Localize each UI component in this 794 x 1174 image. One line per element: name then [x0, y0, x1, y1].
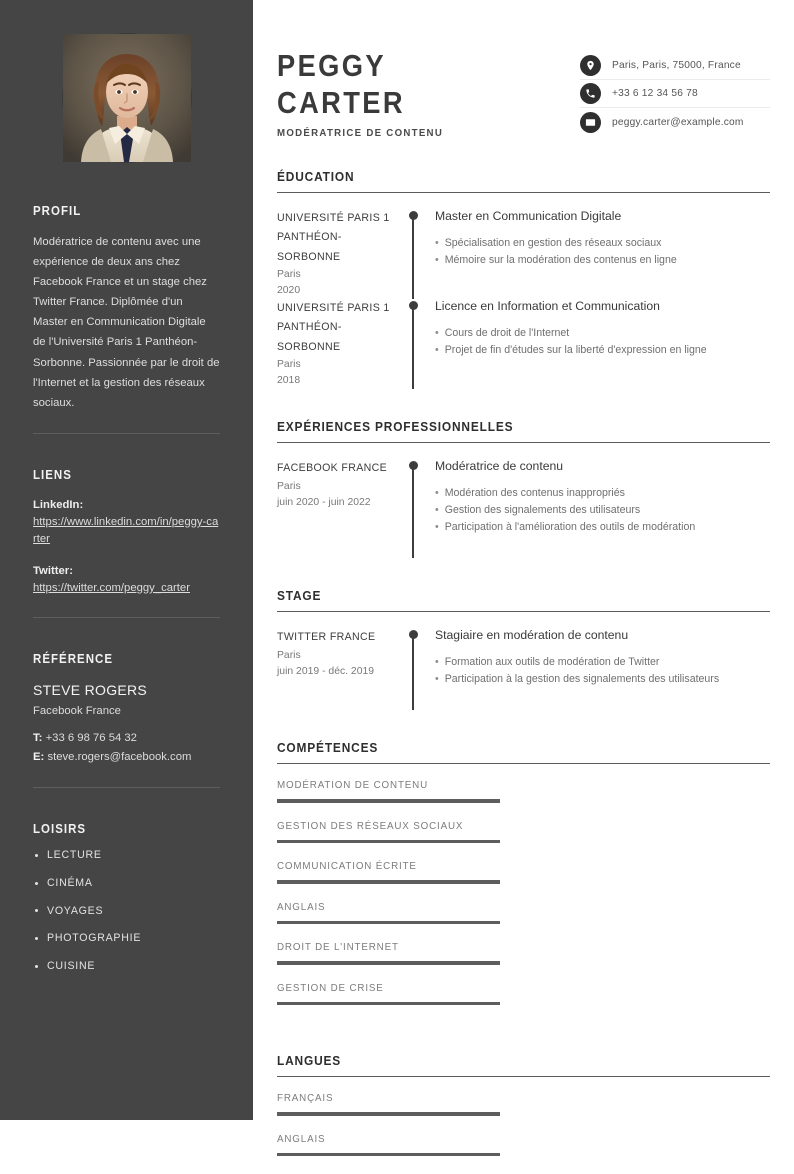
list-item	[33, 933, 220, 944]
skill-item	[277, 902, 500, 925]
contact-block	[562, 48, 770, 136]
bullet-dot-icon	[35, 854, 38, 857]
skill-fill	[277, 961, 500, 965]
sidebar-heading-liens: LIENS	[33, 467, 72, 482]
language-fill	[277, 1112, 500, 1116]
entry-bullet	[435, 485, 770, 502]
internship-entry	[277, 628, 770, 710]
link-url-twitter[interactable]: https://twitter.com/peggy_carter	[33, 581, 190, 594]
job-title: MODÉRATRICE DE CONTENU	[277, 127, 444, 140]
divider	[33, 617, 220, 618]
language-label: ANGLAIS	[277, 1133, 326, 1145]
entry-detail	[421, 209, 770, 299]
entry-dates: 2018	[277, 375, 301, 387]
link-label-linkedin: LinkedIn:	[33, 498, 84, 511]
experience-entry	[277, 459, 770, 558]
section-title: STAGE	[277, 588, 322, 604]
entry-bullet	[435, 235, 770, 252]
section-title: LANGUES	[277, 1053, 342, 1069]
list-item	[33, 850, 220, 861]
sidebar	[0, 0, 253, 1120]
entry-detail	[421, 299, 770, 389]
entry-dates: juin 2020 - juin 2022	[277, 496, 371, 508]
first-name: PEGGY	[277, 48, 386, 83]
section-rule	[277, 763, 770, 764]
entry-bullet	[435, 654, 770, 671]
skill-fill	[277, 1002, 500, 1006]
contact-row-location	[580, 52, 770, 80]
timeline-dot-icon	[409, 630, 418, 639]
entry-bullet	[435, 519, 770, 536]
section-rule	[277, 192, 770, 193]
last-name: CARTER	[277, 84, 405, 120]
entry-org: UNIVERSITÉ PARIS 1 PANTHÉON-SORBONNE	[277, 302, 390, 353]
bullet-dot-icon: •	[435, 326, 439, 339]
bullet-dot-icon: •	[435, 504, 439, 517]
hobby-label: VOYAGES	[47, 904, 104, 917]
skill-item	[277, 780, 500, 803]
bullet-dot-icon	[35, 937, 38, 940]
language-track	[277, 1112, 500, 1116]
entry-org: FACEBOOK FRANCE	[277, 462, 388, 475]
language-item	[277, 1134, 500, 1157]
link-item-linkedin[interactable]	[33, 496, 220, 549]
reference-email-label: E:	[33, 750, 45, 763]
bullet-text: Gestion des signalements des utilisateurs	[444, 504, 641, 517]
reference-email-row	[33, 748, 220, 767]
timeline-line	[412, 634, 413, 710]
resume-header	[277, 0, 770, 139]
language-label: FRANÇAIS	[277, 1093, 334, 1105]
entry-location: Paris	[277, 649, 301, 661]
timeline-line	[412, 305, 413, 389]
section-experience	[277, 419, 770, 558]
skill-item	[277, 983, 500, 1006]
skill-fill	[277, 799, 500, 803]
link-item-twitter[interactable]	[33, 562, 220, 598]
section-internship	[277, 588, 770, 710]
reference-phone-value: +33 6 98 76 54 32	[45, 731, 137, 744]
entry-bullet	[435, 342, 770, 359]
skill-fill	[277, 921, 500, 925]
section-rule	[277, 442, 770, 443]
skill-label: ANGLAIS	[277, 901, 326, 913]
bullet-text: Participation à l'amélioration des outils de modération	[444, 521, 696, 534]
languages-grid	[277, 1093, 770, 1174]
link-label-twitter: Twitter:	[33, 564, 73, 577]
entry-bullet	[435, 252, 770, 269]
entry-meta	[277, 628, 405, 710]
skill-fill	[277, 840, 500, 844]
entry-meta	[277, 459, 405, 558]
entry-role: Master en Communication Digitale	[435, 209, 622, 224]
bullet-dot-icon: •	[435, 486, 439, 499]
hobby-label: CINÉMA	[47, 876, 93, 889]
skill-label: GESTION DES RÉSEAUX SOCIAUX	[277, 820, 464, 832]
divider	[33, 433, 220, 434]
education-entry	[277, 209, 770, 299]
bullet-text: Projet de fin d'études sur la liberté d'expression en ligne	[444, 344, 707, 356]
reference-phone-row	[33, 729, 220, 748]
entry-detail	[421, 628, 770, 710]
entry-role: Modératrice de contenu	[435, 459, 564, 474]
education-entry	[277, 299, 770, 389]
skill-item	[277, 861, 500, 884]
skill-label: MODÉRATION DE CONTENU	[277, 780, 429, 792]
contact-phone-text: +33 6 12 34 56 78	[612, 88, 698, 99]
skill-label: COMMUNICATION ÉCRITE	[277, 861, 417, 873]
section-rule	[277, 611, 770, 612]
skill-track	[277, 840, 500, 844]
timeline	[405, 628, 421, 710]
entry-location: Paris	[277, 268, 301, 280]
bullet-text: Spécialisation en gestion des réseaux sociaux	[444, 236, 662, 249]
sidebar-heading-profil: PROFIL	[33, 204, 82, 218]
bullet-text: Cours de droit de l'Internet	[444, 326, 570, 339]
timeline	[405, 209, 421, 299]
sidebar-heading-loisirs: LOISIRS	[33, 822, 87, 837]
entry-role: Stagiaire en modération de contenu	[435, 628, 629, 643]
name-block	[277, 48, 562, 139]
skill-label: DROIT DE L'INTERNET	[277, 942, 399, 954]
timeline-line	[412, 215, 413, 299]
entry-bullet	[435, 502, 770, 519]
entry-role: Licence en Information et Communication	[435, 299, 660, 314]
entry-org: TWITTER FRANCE	[277, 631, 376, 644]
main-content	[253, 0, 794, 1145]
hobby-label: CUISINE	[47, 959, 96, 972]
bullet-dot-icon: •	[435, 521, 439, 534]
skill-item	[277, 942, 500, 965]
bullet-dot-icon: •	[435, 656, 439, 668]
timeline-dot-icon	[409, 301, 418, 310]
entry-location: Paris	[277, 359, 301, 370]
entry-meta	[277, 209, 405, 299]
language-track	[277, 1153, 500, 1157]
entry-dates: 2020	[277, 285, 301, 297]
hobbies-list	[33, 850, 220, 971]
language-fill	[277, 1153, 500, 1157]
skill-fill	[277, 880, 500, 884]
contact-email-text: peggy.carter@example.com	[612, 116, 744, 128]
link-url-linkedin[interactable]: https://www.linkedin.com/in/peggy-carter	[33, 515, 219, 546]
profile-text: Modératrice de contenu avec une expérience de deux ans chez Facebook France et un stage chez Twitter France. Diplômée d'un Master en Communication Digitale de l'Université Paris 1 Panthéon-Sorbonne. Passionnée par le droit de l'Internet et la gestion des réseaux sociaux.	[33, 236, 220, 409]
bullet-dot-icon: •	[435, 344, 439, 356]
bullet-dot-icon	[35, 882, 38, 885]
timeline	[405, 459, 421, 558]
section-title: COMPÉTENCES	[277, 740, 379, 756]
section-title: EXPÉRIENCES PROFESSIONNELLES	[277, 419, 514, 435]
hobby-label: PHOTOGRAPHIE	[47, 932, 142, 945]
reference-phone-label: T:	[33, 731, 43, 744]
bullet-dot-icon	[35, 909, 38, 912]
skill-label: GESTION DE CRISE	[277, 982, 384, 994]
timeline-dot-icon	[409, 211, 418, 220]
entry-org: UNIVERSITÉ PARIS 1 PANTHÉON-SORBONNE	[277, 212, 390, 263]
skill-track	[277, 799, 500, 803]
section-education	[277, 169, 770, 389]
bullet-text: Modération des contenus inappropriés	[444, 486, 625, 499]
reference-name: STEVE ROGERS	[33, 682, 148, 699]
timeline	[405, 299, 421, 389]
avatar-container	[0, 0, 253, 170]
bullet-dot-icon: •	[435, 673, 439, 686]
phone-icon	[580, 83, 601, 104]
skill-item	[277, 821, 500, 844]
skill-track	[277, 1002, 500, 1006]
entry-detail	[421, 459, 770, 558]
section-skills	[277, 740, 770, 1023]
bullet-dot-icon: •	[435, 253, 439, 266]
divider	[33, 787, 220, 788]
section-rule	[277, 1076, 770, 1077]
reference-company: Facebook France	[33, 705, 121, 718]
timeline-dot-icon	[409, 461, 418, 470]
contact-location-text: Paris, Paris, 75000, France	[612, 60, 741, 71]
bullet-text: Participation à la gestion des signalements des utilisateurs	[444, 673, 720, 686]
envelope-icon	[580, 112, 601, 133]
location-pin-icon	[580, 55, 601, 76]
contact-row-email	[580, 108, 770, 136]
contact-row-phone	[580, 80, 770, 108]
entry-meta	[277, 299, 405, 389]
list-item	[33, 961, 220, 972]
bullet-text: Mémoire sur la modération des contenus en ligne	[444, 253, 677, 266]
language-item	[277, 1093, 500, 1116]
skills-grid	[277, 780, 770, 1023]
bullet-dot-icon: •	[435, 236, 439, 249]
entry-dates: juin 2019 - déc. 2019	[277, 665, 375, 677]
bullet-text: Formation aux outils de modération de Twitter	[444, 656, 660, 668]
entry-location: Paris	[277, 480, 301, 492]
list-item	[33, 878, 220, 889]
skill-track	[277, 961, 500, 965]
section-title: ÉDUCATION	[277, 169, 355, 185]
entry-bullet	[435, 325, 770, 342]
entry-bullet	[435, 671, 770, 688]
portrait-photo-icon	[63, 34, 191, 162]
skill-track	[277, 880, 500, 884]
avatar	[63, 34, 191, 162]
list-item	[33, 906, 220, 917]
section-languages	[277, 1053, 770, 1174]
reference-email-value: steve.rogers@facebook.com	[47, 750, 192, 763]
hobby-label: LECTURE	[47, 849, 102, 862]
timeline-line	[412, 465, 413, 558]
bullet-dot-icon	[35, 965, 38, 968]
sidebar-heading-reference: RÉFÉRENCE	[33, 652, 114, 667]
skill-track	[277, 921, 500, 925]
